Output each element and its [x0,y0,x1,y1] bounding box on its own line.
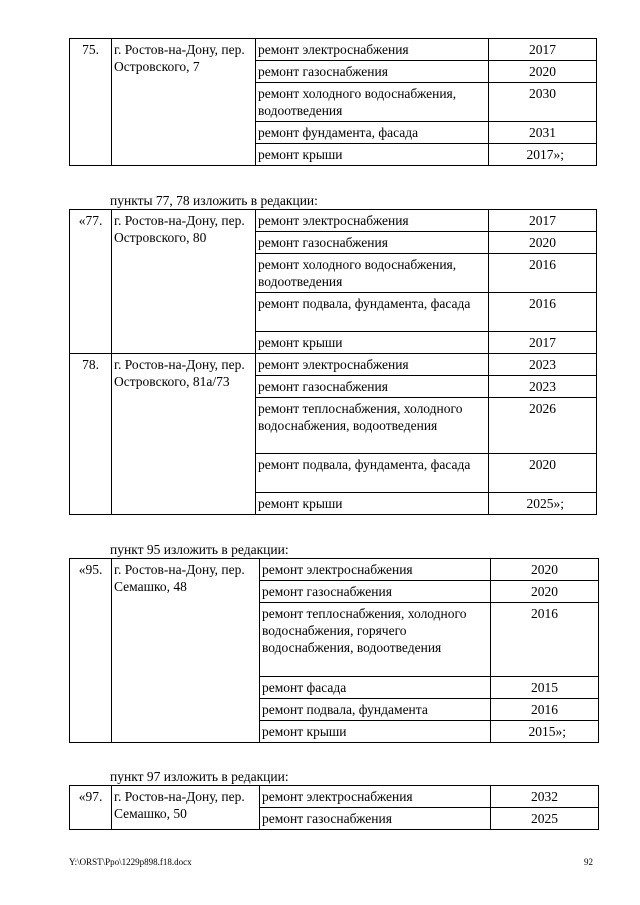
footer-file-path: Y:\ORST\Ppo\1229p898.f18.docx [69,857,192,867]
item-address: г. Ростов-на-Дону, пер. Островского, 7 [112,39,256,166]
work-type: ремонт газоснабжения [256,61,489,83]
work-year: 2015»; [491,721,599,743]
work-year: 2032 [491,786,599,808]
work-year: 2017 [489,39,597,61]
work-type: ремонт газоснабжения [260,581,491,603]
amendment-intro: пункт 97 изложить в редакции: [110,769,289,784]
work-year: 2016 [491,603,599,677]
work-year: 2016 [489,293,597,332]
work-type: ремонт теплоснабжения, холодного водоснабжения, водоотведения [256,398,489,454]
item-number: 75. [70,39,112,166]
work-year: 2020 [489,61,597,83]
work-type: ремонт крыши [256,144,489,166]
table-item-97 [69,785,599,830]
item-address: г. Ростов-на-Дону, пер. Островского, 81а/73 [112,354,256,515]
work-year: 2017 [489,332,597,354]
item-address: г. Ростов-на-Дону, пер. Семашко, 50 [112,786,260,830]
work-type: ремонт электроснабжения [256,39,489,61]
item-number: 78. [70,354,112,515]
footer-page-number: 92 [584,857,593,867]
work-type: ремонт холодного водоснабжения, водоотведения [256,254,489,293]
work-type: ремонт газоснабжения [256,232,489,254]
work-type: ремонт холодного водоснабжения, водоотведения [256,83,489,122]
work-year: 2017»; [489,144,597,166]
work-type: ремонт электроснабжения [260,786,491,808]
amendment-intro: пункты 77, 78 изложить в редакции: [110,193,318,208]
work-type: ремонт фундамента, фасада [256,122,489,144]
item-address: г. Ростов-на-Дону, пер. Семашко, 48 [112,559,260,743]
work-year: 2017 [489,210,597,232]
work-type: ремонт газоснабжения [260,808,491,830]
work-type: ремонт подвала, фундамента, фасада [256,293,489,332]
work-type: ремонт электроснабжения [256,210,489,232]
work-year: 2016 [491,699,599,721]
work-year: 2030 [489,83,597,122]
work-year: 2023 [489,376,597,398]
item-number: «95. [70,559,112,743]
work-type: ремонт подвала, фундамента, фасада [256,454,489,493]
work-year: 2020 [489,454,597,493]
work-type: ремонт крыши [256,493,489,515]
work-type: ремонт подвала, фундамента [260,699,491,721]
item-number: «77. [70,210,112,354]
work-year: 2020 [491,559,599,581]
work-year: 2015 [491,677,599,699]
work-year: 2025 [491,808,599,830]
work-year: 2016 [489,254,597,293]
work-year: 2020 [491,581,599,603]
work-year: 2025»; [489,493,597,515]
work-year: 2023 [489,354,597,376]
work-type: ремонт электроснабжения [256,354,489,376]
work-type: ремонт теплоснабжения, холодного водоснабжения, горячего водоснабжения, водоотведения [260,603,491,677]
item-number: «97. [70,786,112,830]
table-items-77-78 [69,209,597,515]
item-address: г. Ростов-на-Дону, пер. Островского, 80 [112,210,256,354]
work-year: 2020 [489,232,597,254]
work-type: ремонт крыши [260,721,491,743]
amendment-intro: пункт 95 изложить в редакции: [110,542,289,557]
work-year: 2026 [489,398,597,454]
work-type: ремонт фасада [260,677,491,699]
table-item-95 [69,558,599,743]
work-type: ремонт электроснабжения [260,559,491,581]
table-item-75 [69,38,597,166]
work-year: 2031 [489,122,597,144]
work-type: ремонт газоснабжения [256,376,489,398]
work-type: ремонт крыши [256,332,489,354]
